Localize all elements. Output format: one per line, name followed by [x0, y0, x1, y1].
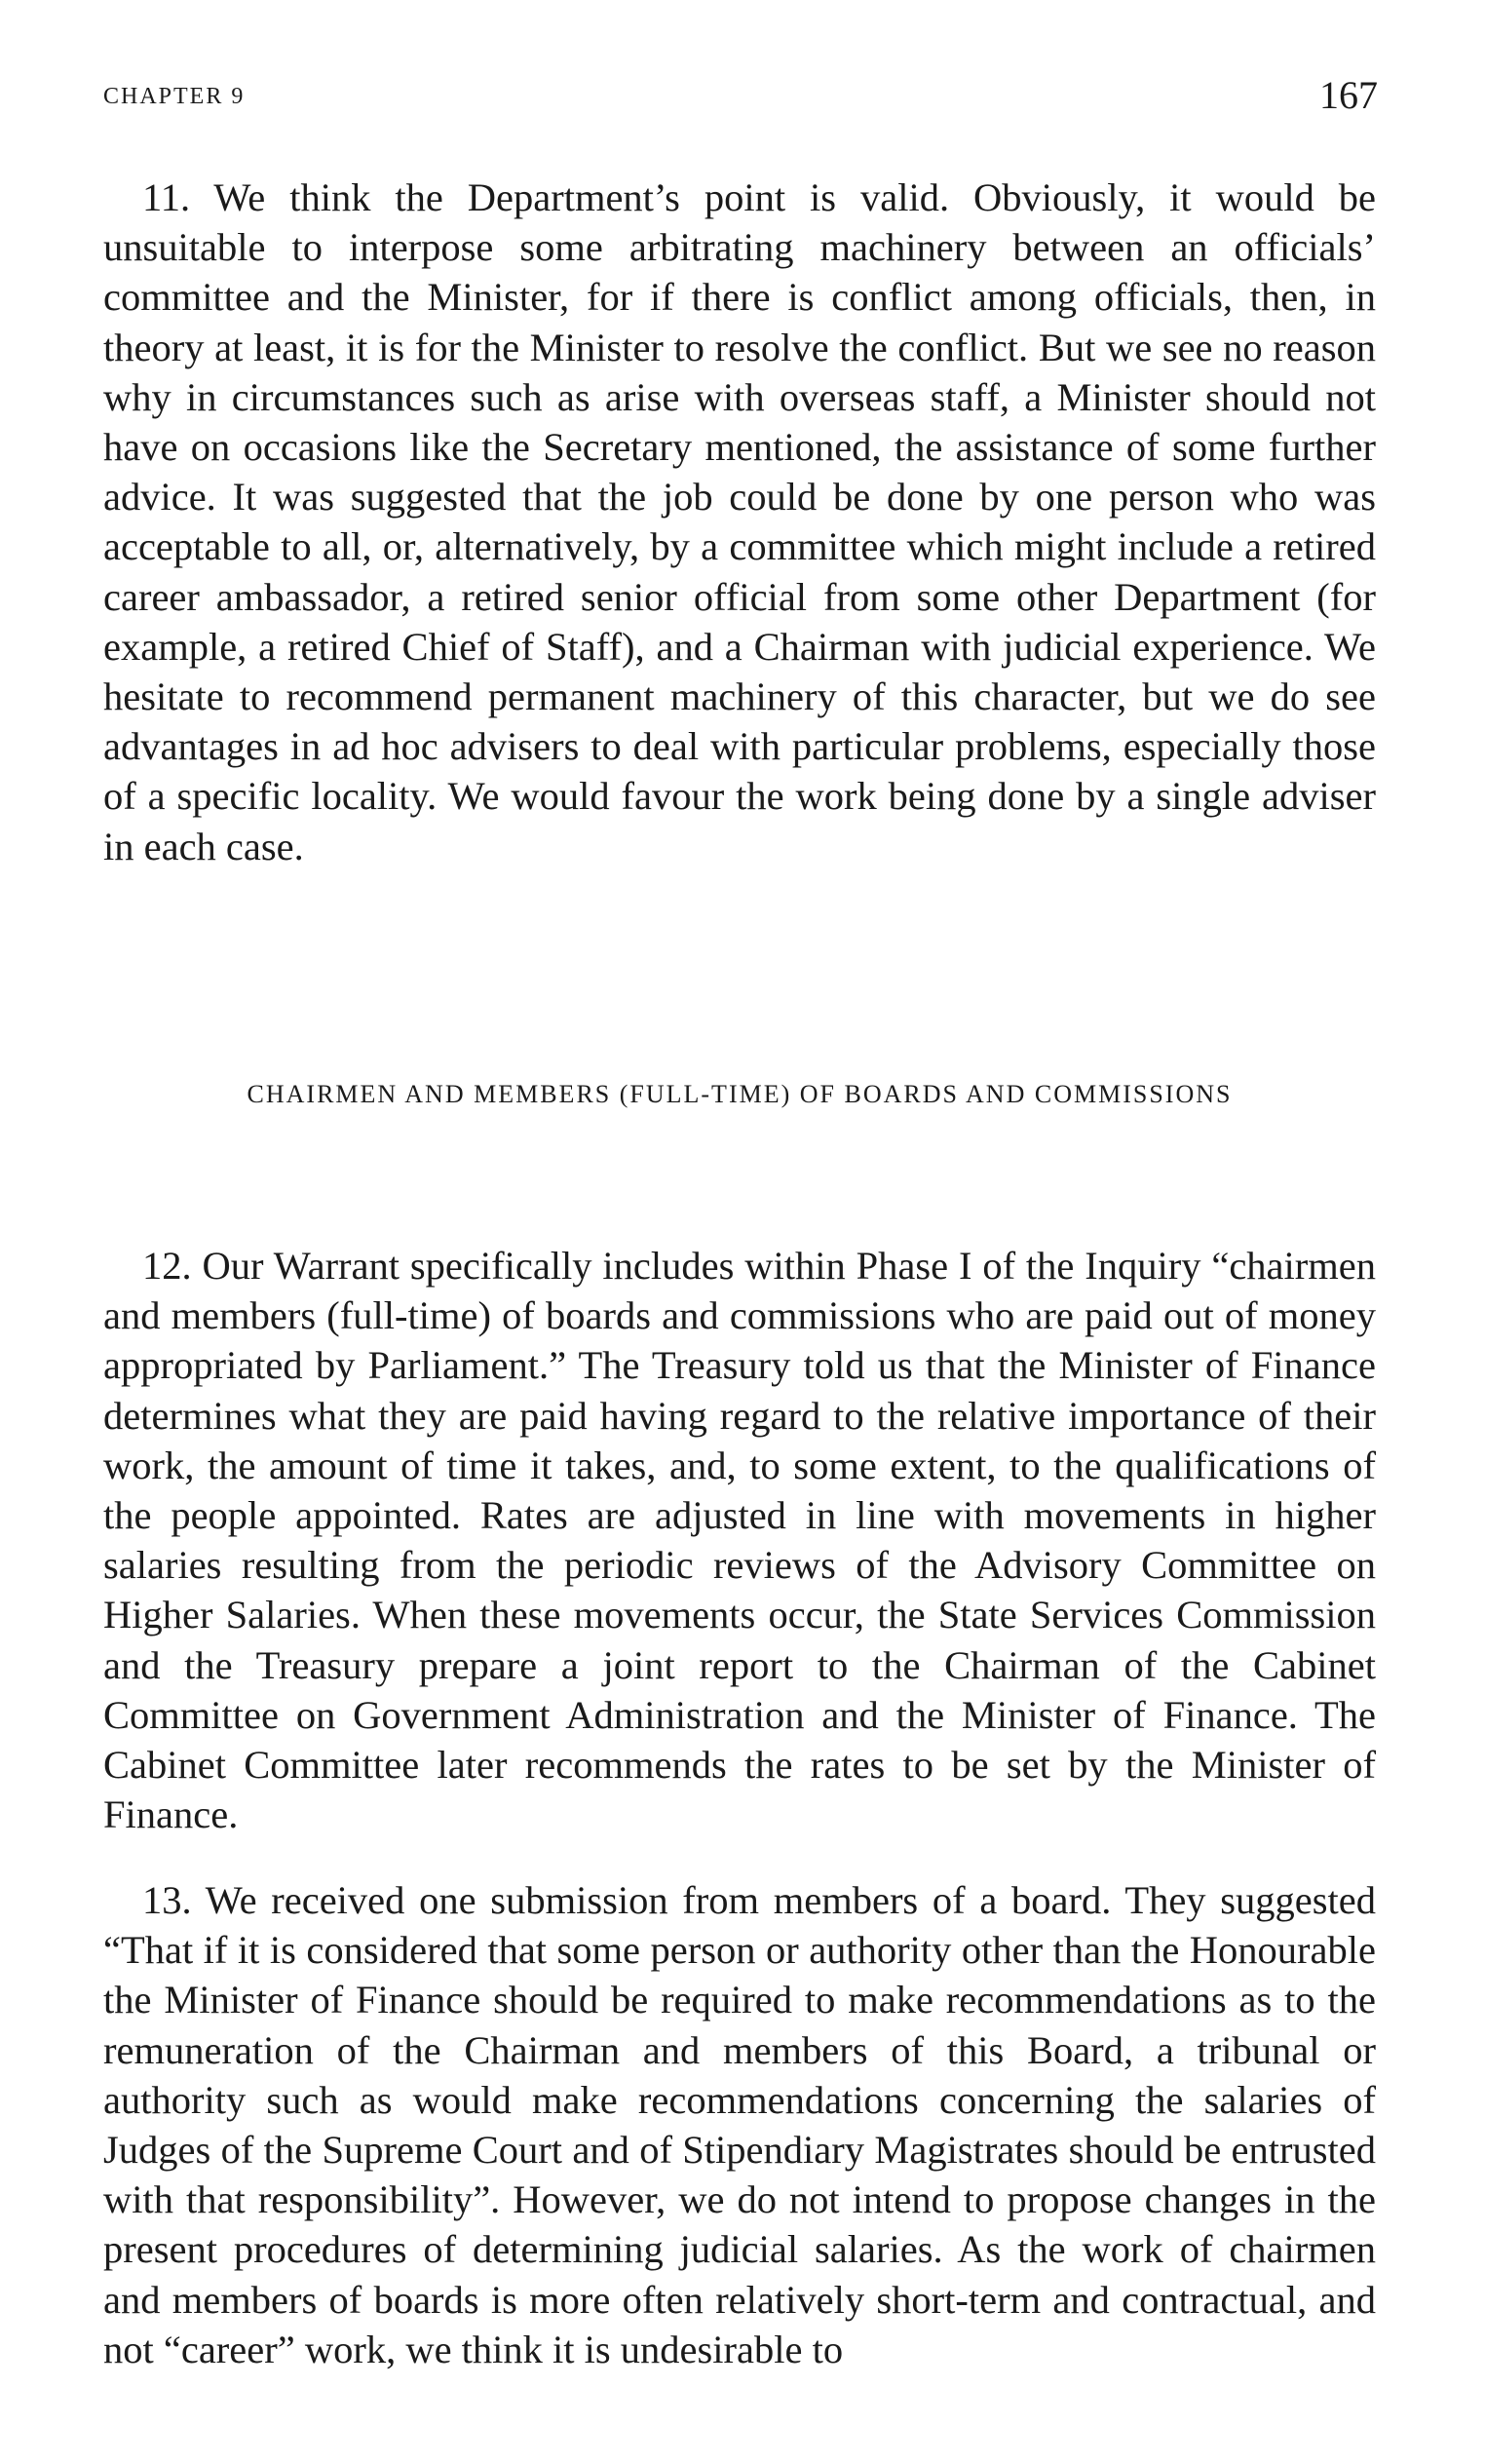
- paragraph-12: 12. Our Warrant specifically includes within Phase I of the Inquiry “chairmen and members (full-time) of boards and commissions who are paid out of money appropriated by Parliament.” The Treasury told us that the Minister of Finance determines what they are paid having regard to the relative importance of their work, the amount of time it takes, and, to some extent, to the qualifications of the people appointed. Rates are adjusted in line with movements in higher salaries resulting from the periodic reviews of the Advisory Committee on Higher Salaries. When these movements occur, the State Services Commission and the Treasury prepare a joint report to the Chairman of the Cabinet Committee on Government Administration and the Minister of Finance. The Cabinet Committee later recommends the rates to be set by the Minister of Finance.: [103, 1244, 1376, 1837]
- paragraph-11: 11. We think the Department’s point is valid. Obviously, it would be unsuitable to interpose some arbitrating machinery between an officials’ committee and the Minister, for if there is conflict among officials, then, in theory at least, it is for the Minister to resolve the conflict. But we see no reason why in circumstances such as arise with overseas staff, a Minister should not have on occasions like the Secretary mentioned, the assistance of some further advice. It was suggested that the job could be done by one person who was acceptable to all, or, alternatively, by a committee which might include a retired career ambassador, a retired senior official from some other Department (for example, a retired Chief of Staff), and a Chairman with judicial experience. We hesitate to recommend permanent machinery of this character, but we do see advantages in ad hoc advisers to deal with particular problems, especially those of a specific locality. We would favour the work being done by a single adviser in each case.: [103, 175, 1376, 868]
- chapter-label: CHAPTER 9: [103, 84, 246, 109]
- paragraph-12-block: [103, 1241, 1376, 1839]
- paragraph-13-block: [103, 1875, 1376, 2374]
- section-heading: CHAIRMEN AND MEMBERS (FULL-TIME) OF BOARDS AND COMMISSIONS: [247, 1080, 1233, 1108]
- page-number: 167: [1319, 73, 1378, 117]
- paragraph-13: 13. We received one submission from members of a board. They suggested “That if it is considered that some person or authority other than the Honourable the Minister of Finance should be required to make recommendations as to the remuneration of the Chairman and members of this Board, a tribunal or authority such as would make recommendations concerning the salaries of Judges of the Supreme Court and of Stipendiary Magistrates should be entrusted with that responsibility”. However, we do not intend to propose changes in the present procedures of determining judicial salaries. As the work of chairmen and members of boards is more often relatively short-term and contractual, and not “career” work, we think it is undesirable to: [103, 1878, 1376, 2371]
- page-header: [103, 68, 1378, 127]
- paragraph-11-block: [103, 173, 1376, 871]
